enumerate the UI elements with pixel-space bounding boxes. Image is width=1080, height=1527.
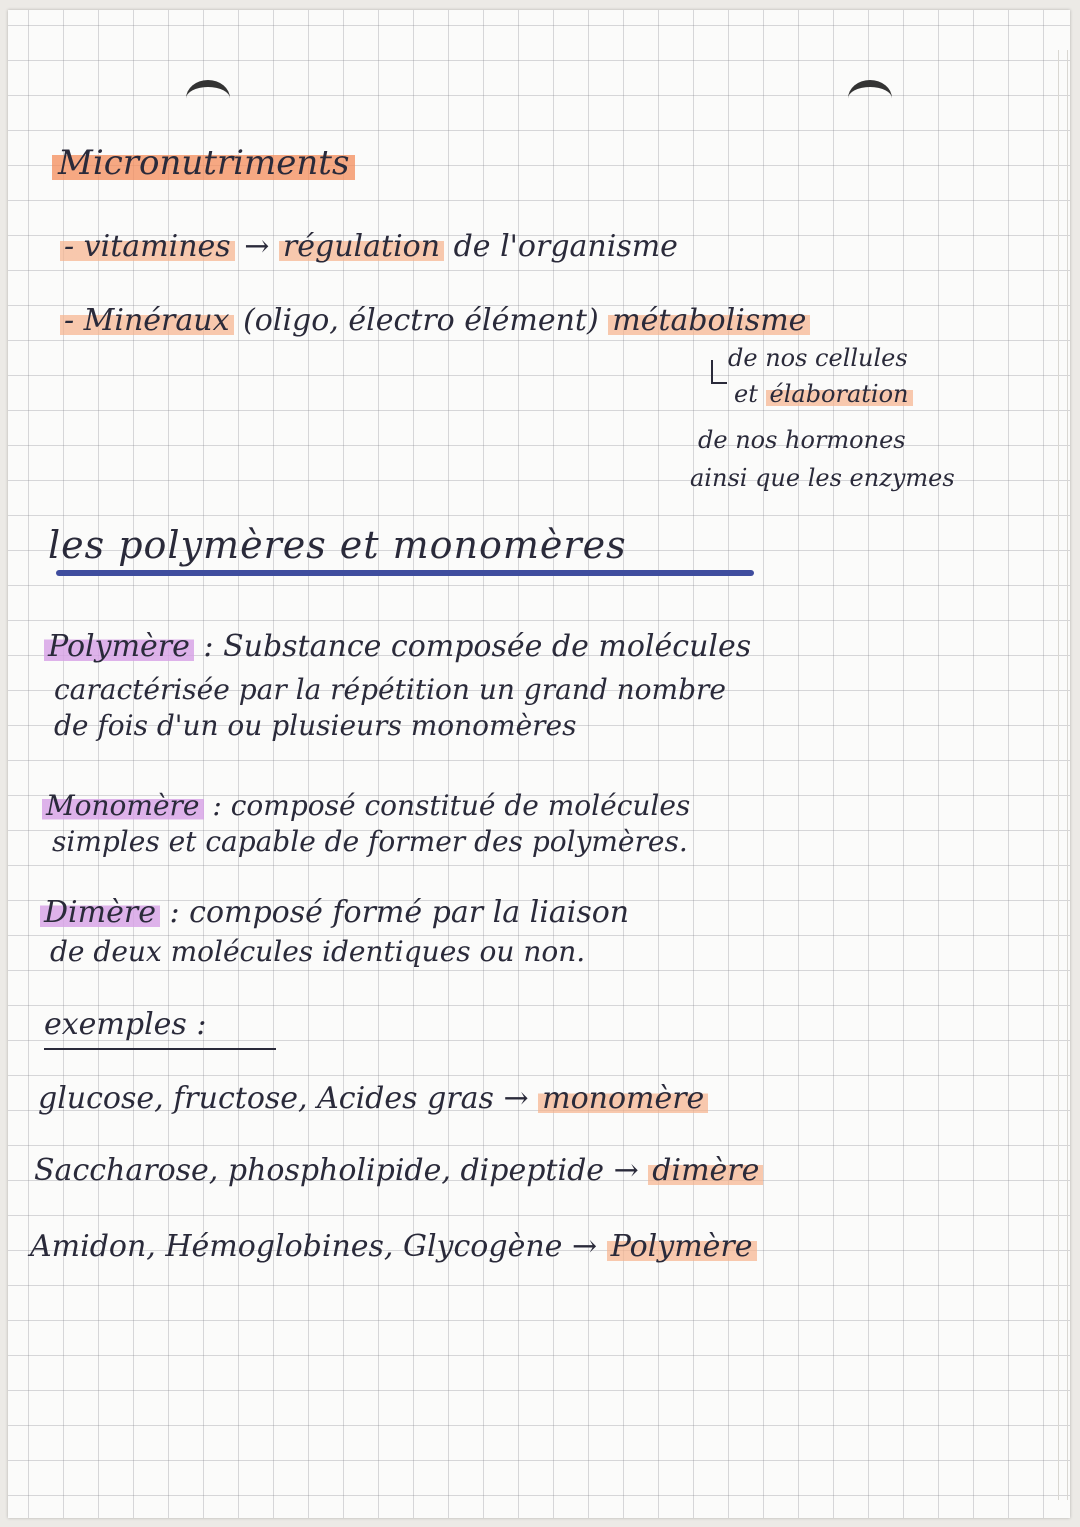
definition-dimere-line2: de deux molécules identiques ou non. (50, 935, 586, 968)
definition-dimere-line1: Dimère : composé formé par la liaison (40, 898, 629, 928)
notebook-page (8, 10, 1070, 1518)
examples-underline (44, 1048, 276, 1050)
vitamines-desc-organisme: de l'organisme (453, 229, 678, 264)
mineraux-paren: (oligo, électro élément) (243, 303, 599, 338)
definition-polymere-line1: Polymère : Substance composée de molécules (44, 632, 751, 662)
definition-monomere-line2: simples et capable de former des polymères. (52, 825, 688, 858)
mineraux-detail-2: et élaboration (734, 382, 913, 406)
vitamines-label: - vitamines (60, 229, 235, 264)
mineraux-detail-4: ainsi que les enzymes (690, 464, 955, 492)
mineraux-label: - Minéraux (60, 303, 234, 338)
vitamines-desc-regulation: régulation (279, 229, 444, 264)
examples-heading: exemples : (44, 1007, 207, 1042)
micronutriments-heading: Micronutriments (52, 146, 355, 180)
definition-polymere-line3: de fois d'un ou plusieurs monomères (54, 709, 577, 742)
mineraux-line (60, 303, 810, 338)
example-row: glucose, fructose, Acides gras → monomère (38, 1084, 708, 1114)
sub-arrow-icon (711, 360, 727, 384)
vitamines-line (60, 229, 678, 264)
term-dimere: Dimère (40, 895, 160, 930)
term-monomere: Monomère (42, 789, 204, 822)
example-row: Saccharose, phospholipide, dipeptide → dimère (34, 1156, 763, 1186)
definition-monomere-line1: Monomère : composé constitué de molécules (42, 792, 690, 820)
term-polymere: Polymère (44, 629, 194, 664)
definition-polymere-line2: caractérisée par la répétition un grand nombre (54, 673, 726, 706)
binder-hole-left (186, 80, 230, 117)
mineraux-detail-3: de nos hormones (698, 426, 906, 454)
mineraux-desc: métabolisme (608, 303, 810, 338)
section-title: les polymères et monomères (48, 523, 627, 567)
section-title-underline (56, 570, 754, 576)
mineraux-detail-1: de nos cellules (728, 344, 908, 372)
binder-hole-right (848, 80, 892, 117)
vitamines-arrow: → (244, 229, 270, 264)
example-row: Amidon, Hémoglobines, Glycogène → Polymère (30, 1232, 757, 1262)
paper-edge (1058, 50, 1068, 1500)
